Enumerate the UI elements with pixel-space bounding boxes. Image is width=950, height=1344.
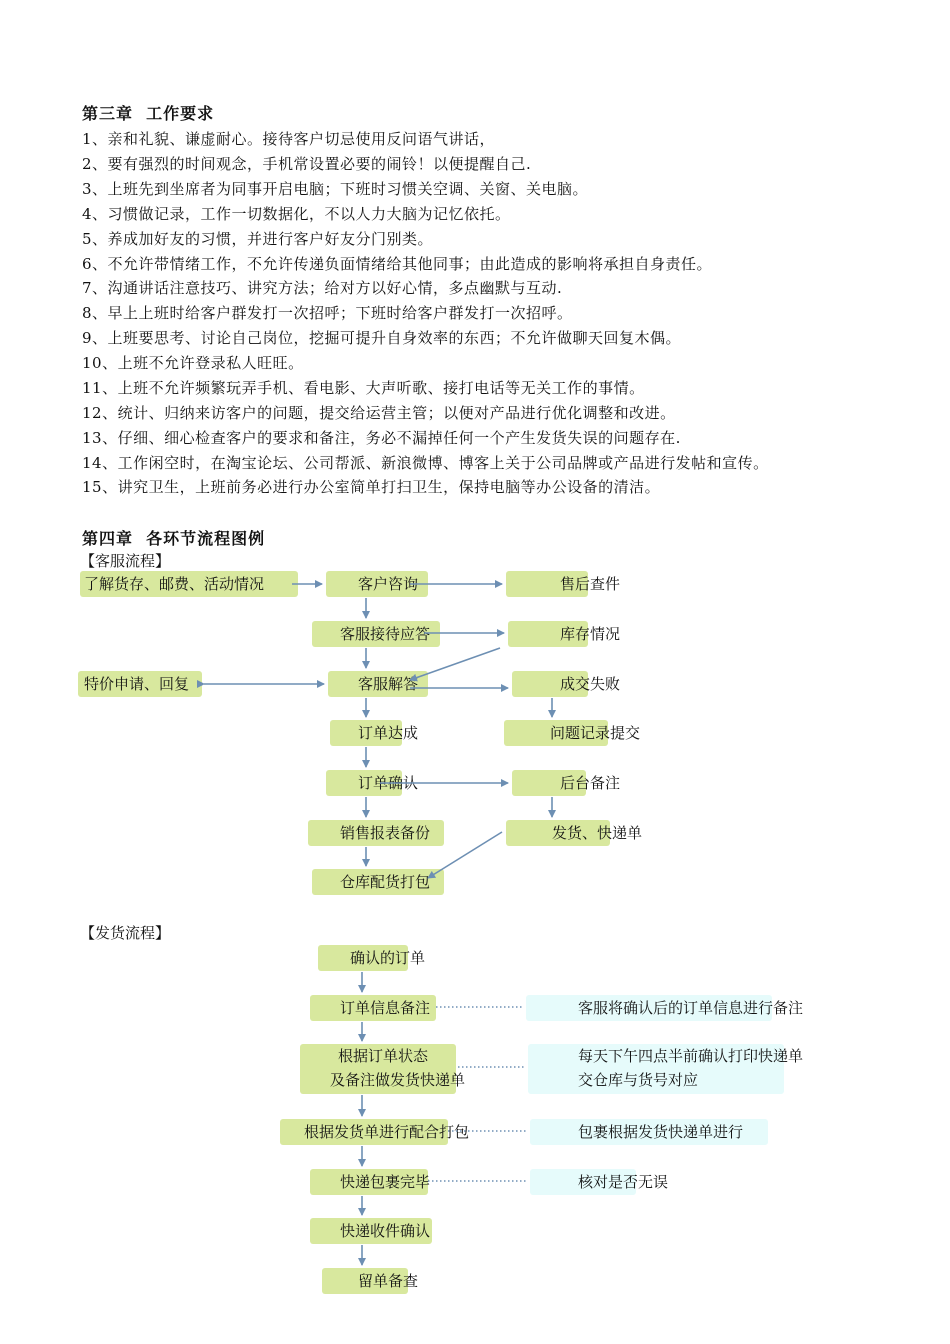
shipping-flow-heading: 【发货流程】 xyxy=(80,924,171,942)
ship-note-label: 包裹根据发货快递单进行 xyxy=(578,1123,744,1141)
list-item: 11、上班不允许频繁玩弄手机、看电影、大声听歌、接打电话等无关工作的事情。 xyxy=(82,379,645,397)
flow-node-label: 销售报表备份 xyxy=(340,824,431,842)
flow-node-label: 问题记录提交 xyxy=(550,724,641,742)
list-item: 15、讲究卫生，上班前务必进行办公室简单打扫卫生，保持电脑等办公设备的清洁。 xyxy=(82,478,661,496)
list-item: 13、仔细、细心检查客户的要求和备注，务必不漏掉任何一个产生发货失误的问题存在. xyxy=(82,429,681,447)
flow-node-label: 后台备注 xyxy=(560,774,621,792)
ship-step-label: 根据订单状态 xyxy=(338,1047,429,1065)
list-item: 2、要有强烈的时间观念，手机常设置必要的闹铃！以便提醒自己. xyxy=(82,155,532,173)
list-item: 8、早上上班时给客户群发打一次招呼；下班时给客户群发打一次招呼。 xyxy=(82,304,573,322)
arrow-stock-answer xyxy=(410,648,500,680)
flow-node-label: 特价申请、回复 xyxy=(84,675,190,693)
ship-note-label: 交仓库与货号对应 xyxy=(578,1071,699,1089)
ship-step-label: 快递收件确认 xyxy=(340,1222,431,1240)
flow-node-label: 了解货存、邮费、活动情况 xyxy=(84,575,265,593)
chapter-3-title: 第三章 工作要求 xyxy=(82,104,215,123)
list-item: 14、工作闲空时，在淘宝论坛、公司帮派、新浪微博、博客上关于公司品牌或产品进行发帖和宣传。 xyxy=(82,454,769,472)
list-item: 12、统计、归纳来访客户的问题，提交给运营主管；以便对产品进行优化调整和改进。 xyxy=(82,404,676,422)
flow-node-label: 库存情况 xyxy=(560,625,621,643)
flow-node-label: 客户咨询 xyxy=(358,575,419,593)
ship-step-label: 订单信息备注 xyxy=(340,999,431,1017)
list-item: 9、上班要思考、讨论自己岗位，挖掘可提升自身效率的东西；不允许做聊天回复木偶。 xyxy=(82,329,682,347)
list-item: 6、不允许带情绪工作，不允许传递负面情绪给其他同事；由此造成的影响将承担自身责任。 xyxy=(82,255,713,273)
flow-node-label: 客服解答 xyxy=(358,675,419,693)
arrow-ship-warehouse xyxy=(428,832,502,878)
ship-step-label: 留单备查 xyxy=(358,1272,419,1290)
ship-step-label: 确认的订单 xyxy=(350,949,426,967)
ship-step-label: 及备注做发货快递单 xyxy=(330,1071,466,1089)
flow-node-label: 订单达成 xyxy=(358,724,419,742)
chapter-4-title: 第四章 各环节流程图例 xyxy=(82,529,266,548)
ship-step-label: 快递包裹完毕 xyxy=(340,1173,431,1191)
list-item: 10、上班不允许登录私人旺旺。 xyxy=(82,354,304,372)
list-item: 1、亲和礼貌、谦虚耐心。接待客户切忌使用反问语气讲话， xyxy=(82,130,496,148)
flow-node-label: 发货、快递单 xyxy=(552,824,643,842)
list-item: 5、养成加好友的习惯，并进行客户好友分门别类。 xyxy=(82,230,434,248)
flow-node-label: 售后查件 xyxy=(560,575,621,593)
ship-note-label: 每天下午四点半前确认打印快递单 xyxy=(578,1047,804,1065)
flow-node-label: 成交失败 xyxy=(560,675,621,693)
service-flow-heading: 【客服流程】 xyxy=(80,552,171,570)
list-item: 7、沟通讲话注意技巧、讲究方法；给对方以好心情，多点幽默与互动. xyxy=(82,279,563,297)
list-item: 3、上班先到坐席者为同事开启电脑；下班时习惯关空调、关窗、关电脑。 xyxy=(82,180,589,198)
flow-node-label: 客服接待应答 xyxy=(340,625,431,643)
flow-node-label: 订单确认 xyxy=(358,774,419,792)
ship-note-label: 核对是否无误 xyxy=(578,1173,669,1191)
ship-step-label: 根据发货单进行配合打包 xyxy=(304,1123,470,1141)
list-item: 4、习惯做记录，工作一切数据化，不以人力大脑为记忆依托。 xyxy=(82,205,511,223)
flow-node-label: 仓库配货打包 xyxy=(340,873,431,891)
ship-note-label: 客服将确认后的订单信息进行备注 xyxy=(578,999,804,1017)
